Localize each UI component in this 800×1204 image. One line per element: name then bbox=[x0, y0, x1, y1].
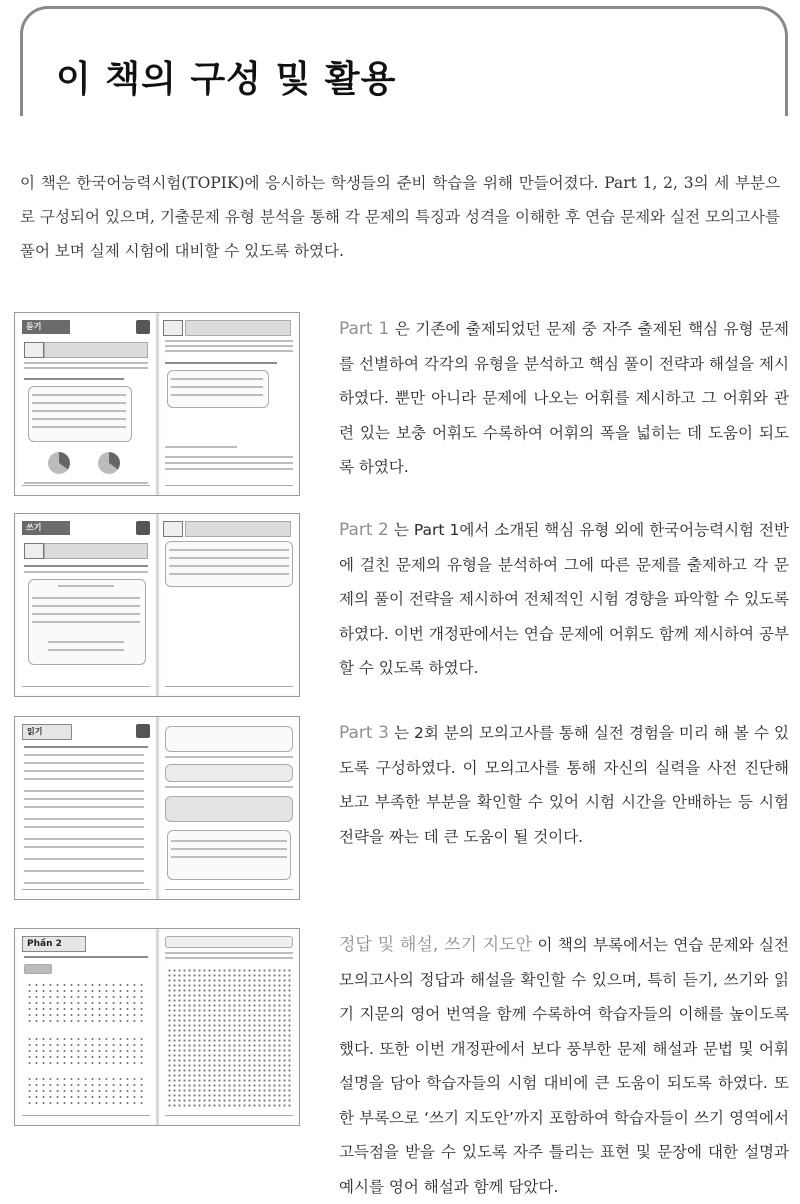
thumbnail-part-3 bbox=[14, 716, 300, 900]
section-description bbox=[339, 513, 789, 686]
heading-bar bbox=[185, 521, 291, 537]
thumbnail-part-2 bbox=[14, 513, 300, 697]
heading-bar bbox=[185, 320, 291, 336]
pie-chart-icon bbox=[98, 452, 120, 474]
corner-tag-icon bbox=[136, 521, 150, 535]
number-box bbox=[24, 342, 44, 358]
thumb-left-page bbox=[18, 517, 154, 693]
section-answers bbox=[14, 928, 790, 1196]
number-box bbox=[163, 320, 183, 336]
page-title: 이 책의 구성 및 활용 bbox=[56, 59, 397, 100]
content-panel bbox=[165, 764, 293, 782]
part-label: 정답 및 해설, 쓰기 지도안 bbox=[339, 935, 533, 955]
section-part-3 bbox=[14, 716, 790, 906]
number-box bbox=[24, 543, 44, 559]
thumb-tab-label: 듣기 bbox=[26, 322, 42, 331]
part-label: Part 1 bbox=[339, 319, 390, 339]
answer-grid bbox=[26, 982, 146, 1026]
answer-grid bbox=[167, 968, 291, 1108]
section-text: 이 책의 부록에서는 연습 문제와 실전 모의고사의 정답과 해설을 확인할 수 있으며, 특히 듣기, 쓰기와 읽기 지문의 영어 번역을 함께 수록하여 학습자들의 이해를 높이도록 했다. 또한 이번 개정판에서 보다 풍부한 문제 해설과 문법 및 어휘 설명을 담아 학습자들의 시험 대비에 큰 도움이 되도록 하였다. 또한 부록으로 ‘쓰기 지도안’까지 포함하여 학습자들이 쓰기 영역에서 고득점을 받을 수 있도록 자주 틀리는 표현 및 문장에 대한 설명과 예시를 영어 해설과 함께 담았다. bbox=[339, 936, 789, 1196]
thumb-tab-label: 읽기 bbox=[27, 727, 43, 736]
number-box bbox=[163, 521, 183, 537]
thumb-tab-label: Phần 2 bbox=[27, 939, 62, 949]
corner-tag-icon bbox=[136, 320, 150, 334]
section-description bbox=[339, 716, 789, 854]
heading-bar bbox=[165, 936, 293, 948]
content-panel bbox=[167, 830, 291, 880]
thumb-right-page bbox=[161, 720, 297, 896]
intro-paragraph: 이 책은 한국어능력시험(TOPIK)에 응시하는 학생들의 준비 학습을 위해 만들어졌다. Part 1, 2, 3의 세 부분으로 구성되어 있으며, 기출문제 유형 분석을 통해 각 문제의 특징과 성격을 이해한 후 연습 문제와 실전 모의고사를 풀어 보며 실제 시험에 대비할 수 있도록 하였다. bbox=[20, 174, 780, 260]
section-description bbox=[339, 312, 789, 485]
thumbnail-part-1 bbox=[14, 312, 300, 496]
thumb-right-page bbox=[161, 316, 297, 492]
pie-chart-icon bbox=[48, 452, 70, 474]
thumb-left-page bbox=[18, 932, 154, 1122]
section-description bbox=[339, 928, 789, 1204]
part-label: Part 2 bbox=[339, 520, 389, 540]
thumbnail-answers bbox=[14, 928, 300, 1126]
thumb-right-page bbox=[161, 517, 297, 693]
thumb-tab-label: 쓰기 bbox=[26, 523, 42, 532]
heading-bar bbox=[44, 342, 148, 358]
section-text: 은 기존에 출제되었던 문제 중 자주 출제된 핵심 유형 문제를 선별하여 각각의 유형을 분석하고 핵심 풀이 전략과 해설을 제시하였다. 뿐만 아니라 문제에 나오는 어휘를 제시하고 그 어휘와 관련 있는 보충 어휘도 수록하여 어휘의 폭을 넓히는 데 도움이 되도록 하였다. bbox=[339, 320, 790, 476]
answer-grid bbox=[26, 1076, 146, 1106]
thumb-left-page bbox=[18, 720, 154, 896]
content-panel bbox=[167, 370, 269, 408]
corner-tag-icon bbox=[136, 724, 150, 738]
content-panel bbox=[165, 541, 293, 587]
answer-grid bbox=[26, 1036, 146, 1066]
part-label: Part 3 bbox=[339, 723, 389, 743]
thumb-left-page bbox=[18, 316, 154, 492]
label-chip bbox=[24, 964, 52, 974]
content-panel bbox=[165, 726, 293, 752]
section-text: 는 2회 분의 모의고사를 통해 실전 경험을 미리 해 볼 수 있도록 구성하였다. 이 모의고사를 통해 자신의 실력을 사전 진단해 보고 부족한 부분을 확인할 수 있어 시험 시간을 안배하는 등 시험 전략을 짜는 데 큰 도움이 될 것이다. bbox=[339, 724, 789, 846]
section-part-1 bbox=[14, 312, 790, 502]
thumb-right-page bbox=[161, 932, 297, 1122]
heading-bar bbox=[44, 543, 148, 559]
section-text: 는 Part 1에서 소개된 핵심 유형 외에 한국어능력시험 전반에 걸친 문제의 유형을 분석하여 그에 따른 문제를 출제하고 각 문제의 풀이 전략을 제시하여 전체적인 시험 경향을 파악할 수 있도록 하였다. 이번 개정판에서는 연습 문제에 어휘도 함께 제시하여 공부할 수 있도록 하였다. bbox=[339, 521, 790, 677]
section-part-2 bbox=[14, 513, 790, 703]
content-panel bbox=[165, 796, 293, 822]
